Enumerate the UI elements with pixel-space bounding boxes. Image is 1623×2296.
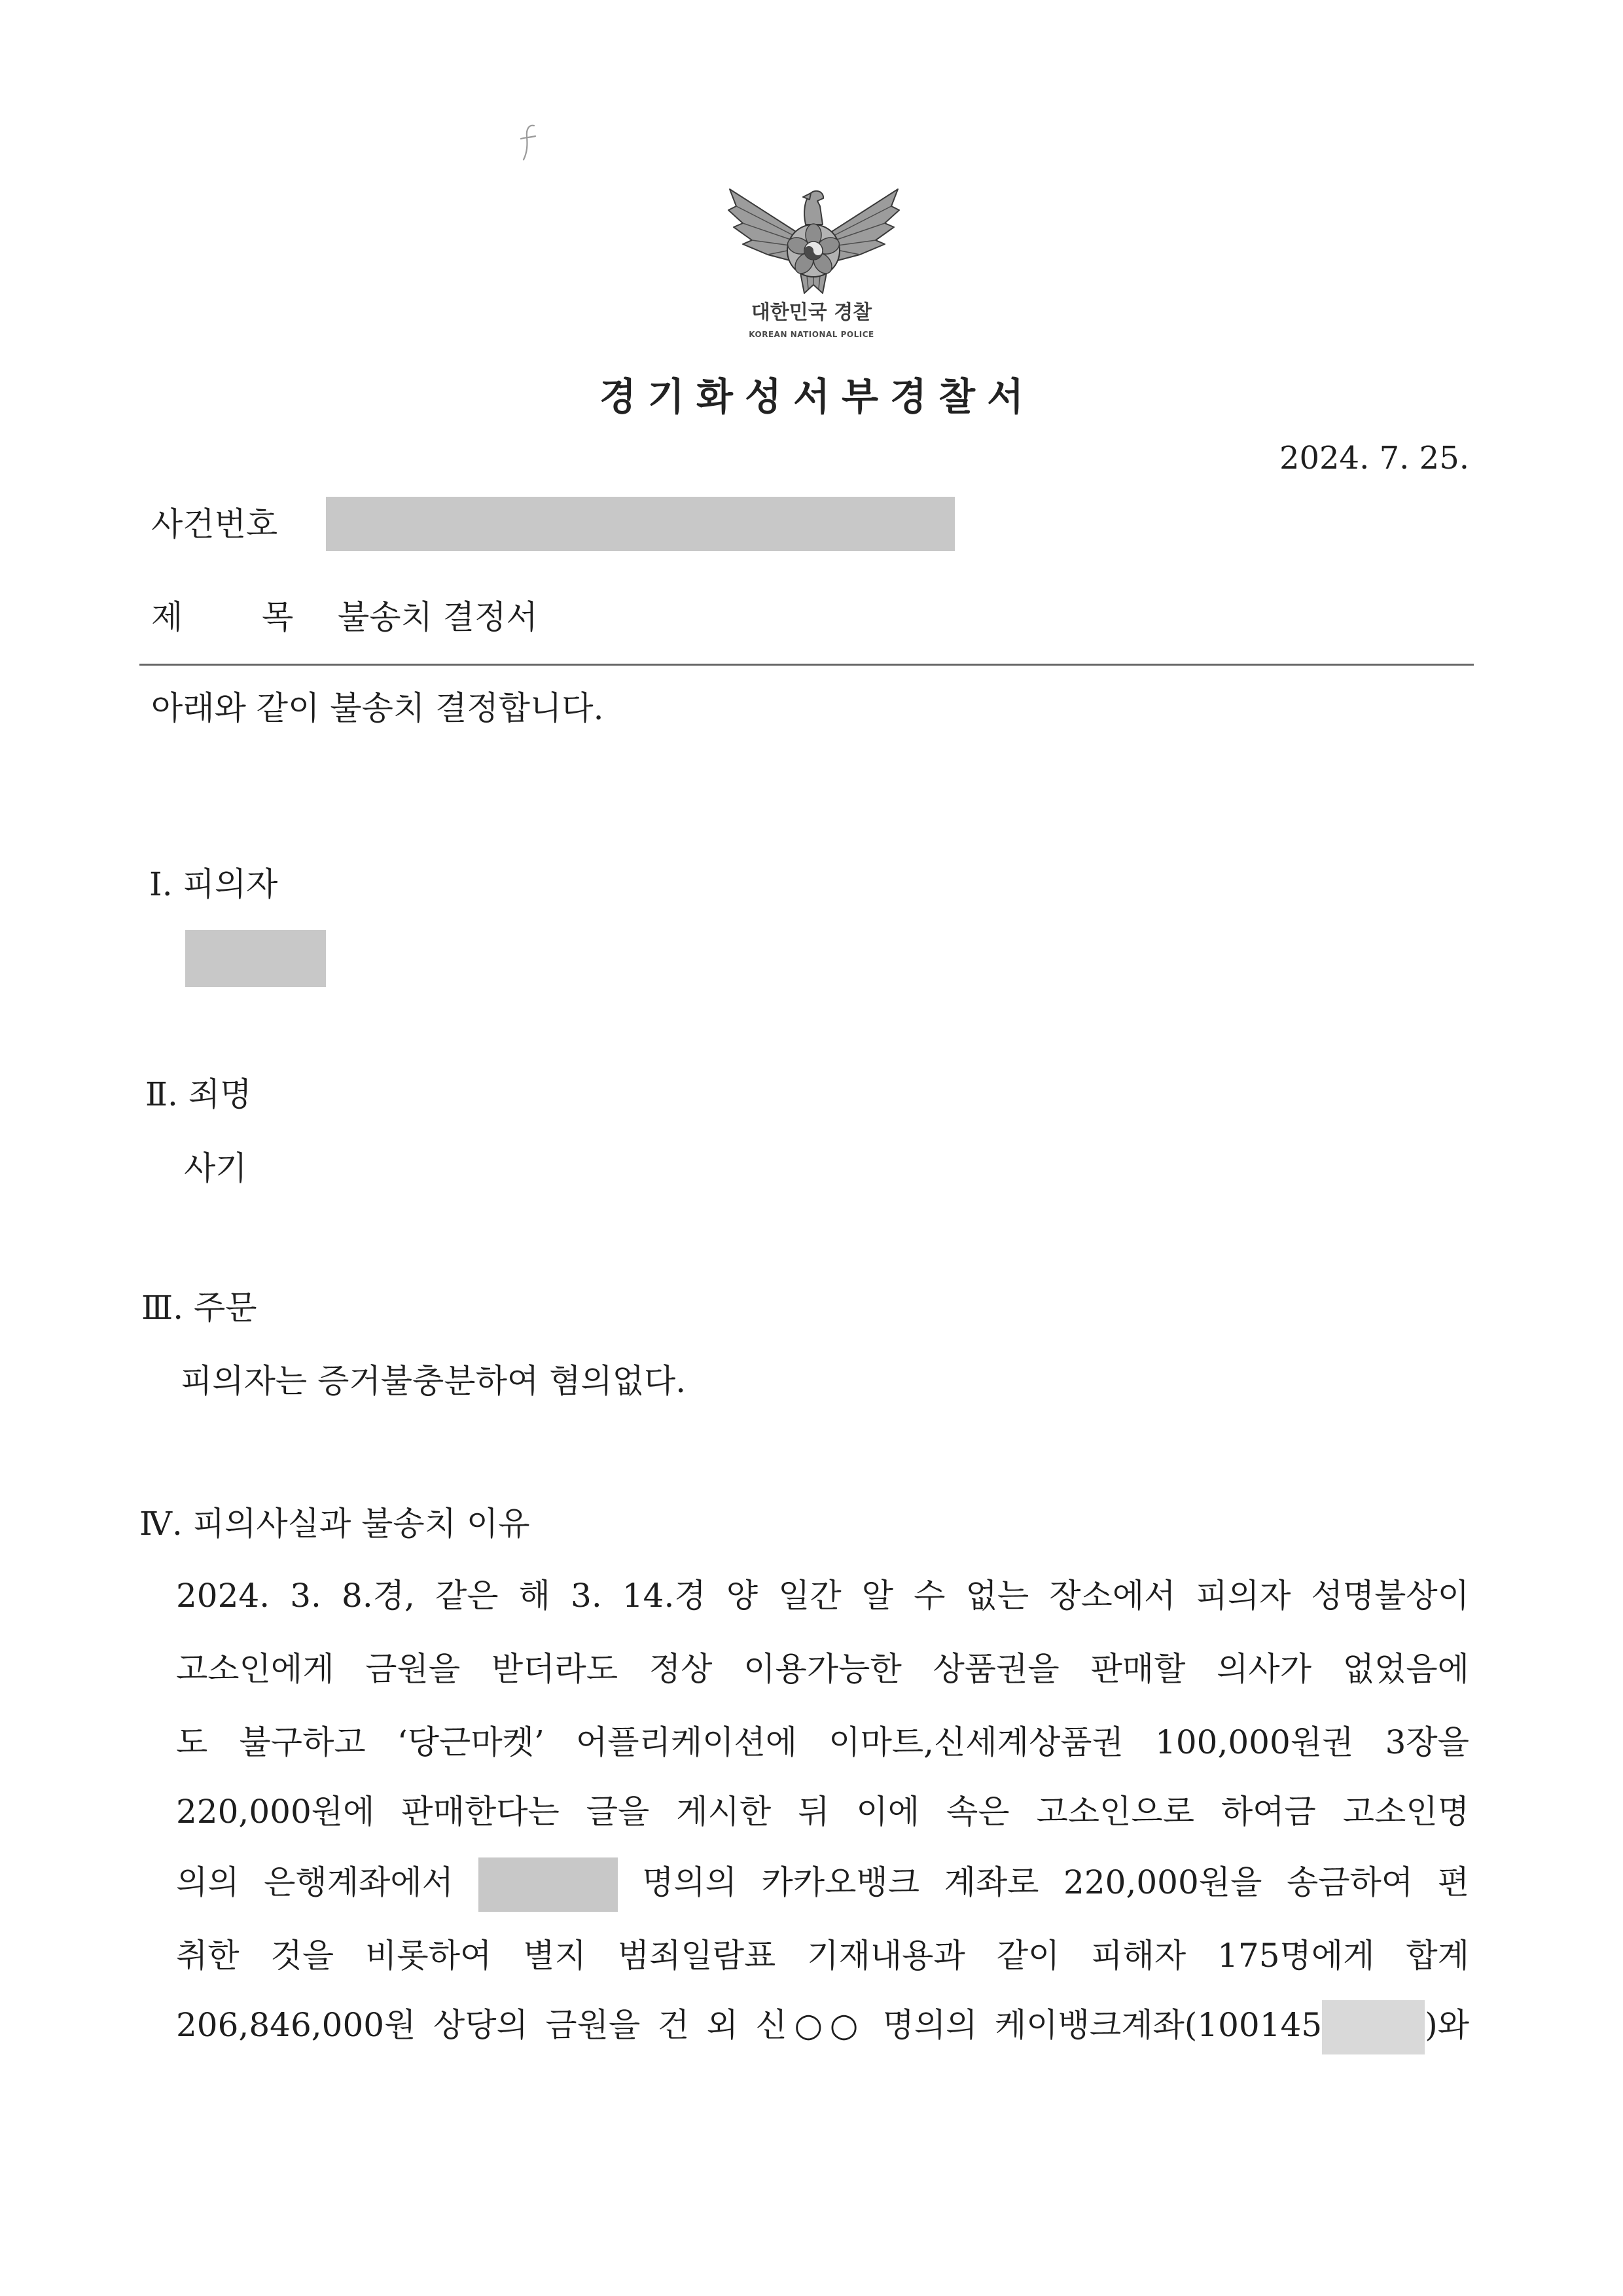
reason-line [176, 1863, 1469, 1905]
account-holder-redaction [478, 1857, 618, 1912]
case-number-label: 사건번호 [151, 505, 278, 543]
reason-line-segment: 206,846,000원 상당의 금원을 건 외 신○○ 명의의 케이뱅크계좌(100145 [176, 2006, 1323, 2044]
emblem-caption-english: KOREAN NATIONAL POLICE [749, 330, 874, 339]
reason-line: 220,000원에 판매한다는 글을 게시한 뒤 이에 속은 고소인으로 하여금 고소인명 [176, 1793, 1469, 1831]
account-number-redaction [1322, 2000, 1425, 2054]
intro-sentence: 아래와 같이 불송치 결정합니다. [151, 689, 604, 727]
case-number-redaction [326, 497, 955, 551]
suspect-name-redaction [185, 930, 326, 987]
pencil-mark [514, 122, 543, 164]
reason-line: 도 불구하고 ‘당근마켓’ 어플리케이션에 이마트,신세계상품권 100,000원권 3장을 [176, 1723, 1469, 1761]
disposition-text: 피의자는 증거불충분하여 혐의없다. [181, 1362, 687, 1400]
section-4-heading: Ⅳ. 피의사실과 불송치 이유 [139, 1505, 530, 1543]
subject-label-second-char: 목 [262, 598, 294, 636]
reason-line [176, 2005, 1469, 2047]
header-divider [139, 664, 1474, 666]
reason-line: 2024. 3. 8.경, 같은 해 3. 14.경 양 일간 알 수 없는 장소에서 피의자 성명불상이 [176, 1577, 1469, 1615]
emblem-caption-korean: 대한민국 경찰 [751, 301, 872, 324]
section-2-heading: Ⅱ. 죄명 [145, 1075, 252, 1113]
agency-title: 경기화성서부경찰서 [599, 374, 1036, 419]
document-date: 2024. 7. 25. [1279, 440, 1469, 476]
subject-value: 불송치 결정서 [338, 598, 538, 636]
reason-line-segment: 명의의 카카오뱅크 계좌로 220,000원을 송금하여 편 [642, 1863, 1469, 1901]
section-3-heading: Ⅲ. 주문 [141, 1289, 257, 1327]
subject-label-first-char: 제 [151, 598, 183, 636]
police-emblem [727, 187, 901, 295]
reason-line-segment: 의의 은행계좌에서 [176, 1863, 454, 1901]
reason-line: 취한 것을 비롯하여 별지 범죄일람표 기재내용과 같이 피해자 175명에게 합계 [176, 1937, 1469, 1975]
charge-name: 사기 [184, 1149, 247, 1187]
reason-line: 고소인에게 금원을 받더라도 정상 이용가능한 상품권을 판매할 의사가 없었음에 [176, 1650, 1469, 1688]
reason-line-segment: )와 [1425, 2006, 1469, 2044]
section-1-heading: Ⅰ. 피의자 [149, 865, 278, 903]
